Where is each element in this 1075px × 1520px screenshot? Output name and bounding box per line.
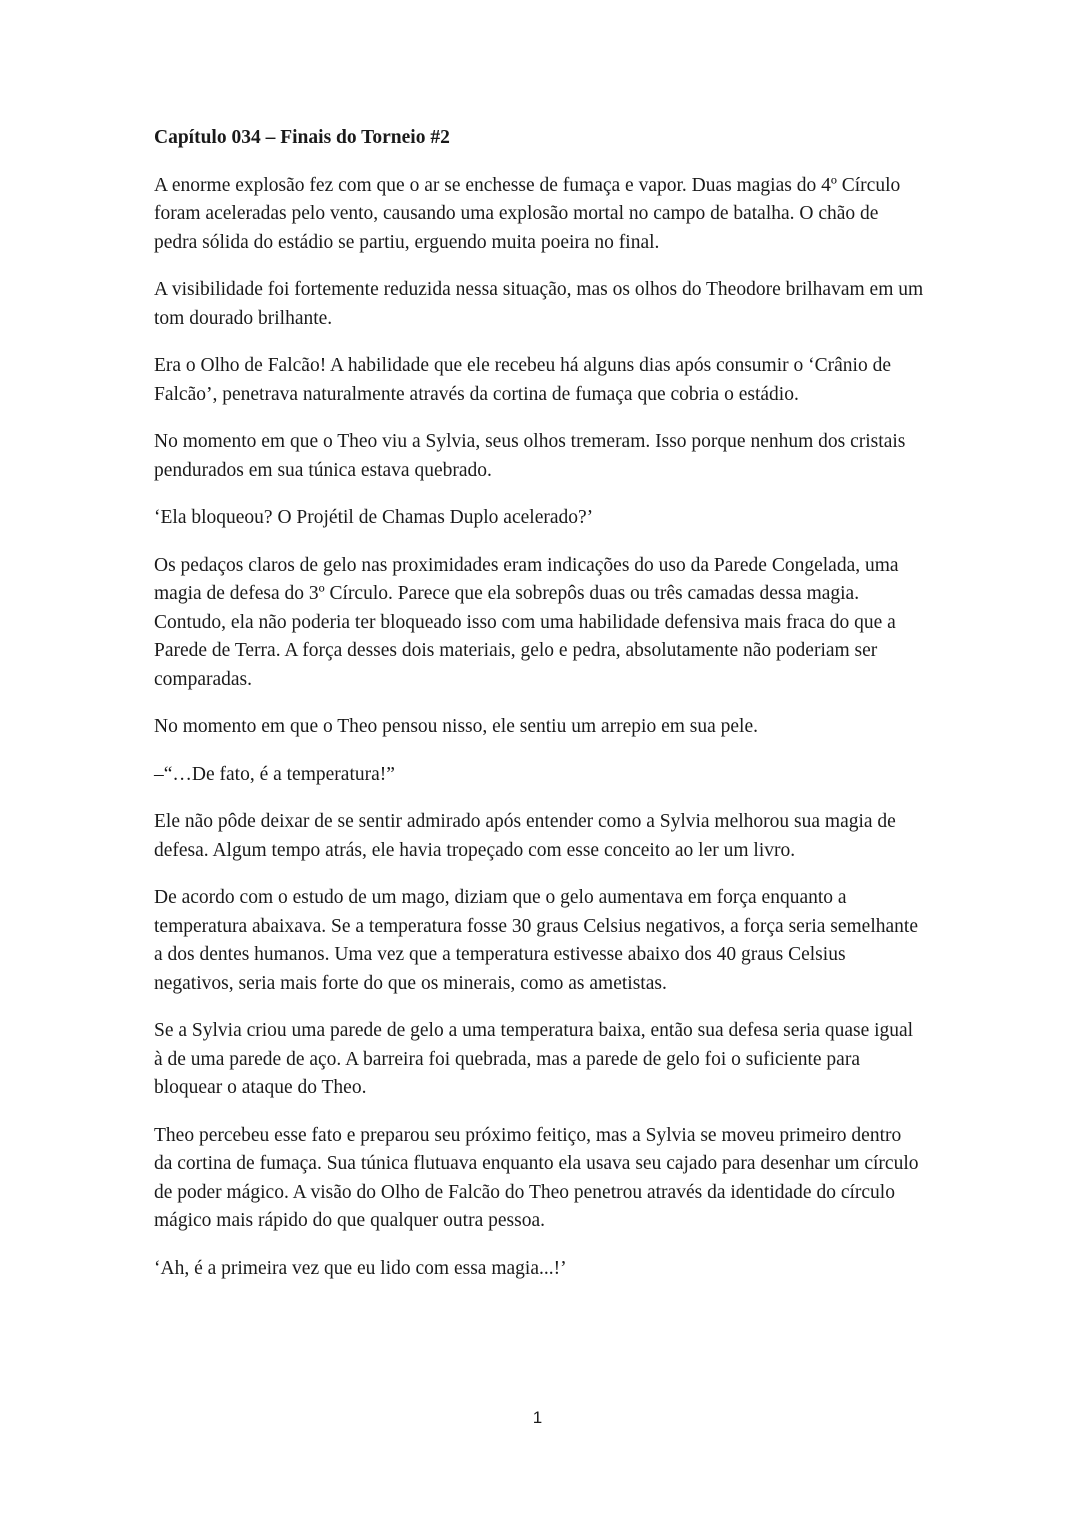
paragraph: Era o Olho de Falcão! A habilidade que ele recebeu há alguns dias após consumir o ‘Crânio de Falcão’, penetrava naturalmente através da cortina de fumaça que cobria o estádio.: [154, 355, 891, 405]
paragraph: De acordo com o estudo de um mago, diziam que o gelo aumentava em força enquanto a temperatura abaixava. Se a temperatura fosse 30 graus Celsius negativos, a força seria semelhante a dos dentes humanos. Uma vez que a temperatura estivesse abaixo dos 40 graus Celsius negativos, seria mais forte do que os minerais, como as ametistas.: [154, 887, 918, 994]
paragraph: ‘Ah, é a primeira vez que eu lido com essa magia...!’: [154, 1257, 567, 1279]
paragraph: ‘Ela bloqueou? O Projétil de Chamas Duplo acelerado?’: [154, 507, 594, 528]
paragraph: –“…De fato, é a temperatura!”: [154, 763, 395, 785]
paragraph: No momento em que o Theo viu a Sylvia, seus olhos tremeram. Isso porque nenhum dos cristais pendurados em sua túnica estava quebrado.: [154, 431, 906, 481]
paragraph: Os pedaços claros de gelo nas proximidades eram indicações do uso da Parede Congelada, uma magia de defesa do 3º Círculo. Parece que ela sobrepôs duas ou três camadas dessa magia. Contudo, ela não poderia ter bloqueado isso com uma habilidade defensiva mais fraca do que a Parede de Terra. A força desses dois materiais, gelo e pedra, absolutamente não poderiam ser comparadas.: [154, 554, 899, 690]
paragraph: No momento em que o Theo pensou nisso, ele sentiu um arrepio em sua pele.: [154, 716, 759, 737]
paragraph: Se a Sylvia criou uma parede de gelo a uma temperatura baixa, então sua defesa seria quase igual à de uma parede de aço. A barreira foi quebrada, mas a parede de gelo foi o suficiente para bloquear o ataque do Theo.: [154, 1020, 914, 1098]
paragraph: Ele não pôde deixar de se sentir admirado após entender como a Sylvia melhorou sua magia de defesa. Algum tempo atrás, ele havia tropeçado com esse conceito ao ler um livro.: [154, 811, 896, 861]
page-number: 1: [532, 1408, 543, 1427]
paragraph: A visibilidade foi fortemente reduzida nessa situação, mas os olhos do Theodore brilhavam em um tom dourado brilhante.: [154, 279, 924, 329]
paragraph: Theo percebeu esse fato e preparou seu próximo feitiço, mas a Sylvia se moveu primeiro dentro da cortina de fumaça. Sua túnica flutuava enquanto ela usava seu cajado para desenhar um círculo de poder mágico. A visão do Olho de Falcão do Theo penetrou através da identidade do círculo mágico mais rápido do que qualquer outra pessoa.: [154, 1124, 919, 1231]
document-body: [154, 124, 924, 1302]
chapter-title: Capítulo 034 – Finais do Torneio #2: [154, 127, 450, 148]
paragraph: A enorme explosão fez com que o ar se enchesse de fumaça e vapor. Duas magias do 4º Círculo foram aceleradas pelo vento, causando uma explosão mortal no campo de batalha. O chão de pedra sólida do estádio se partiu, erguendo muita poeira no final.: [154, 174, 901, 253]
